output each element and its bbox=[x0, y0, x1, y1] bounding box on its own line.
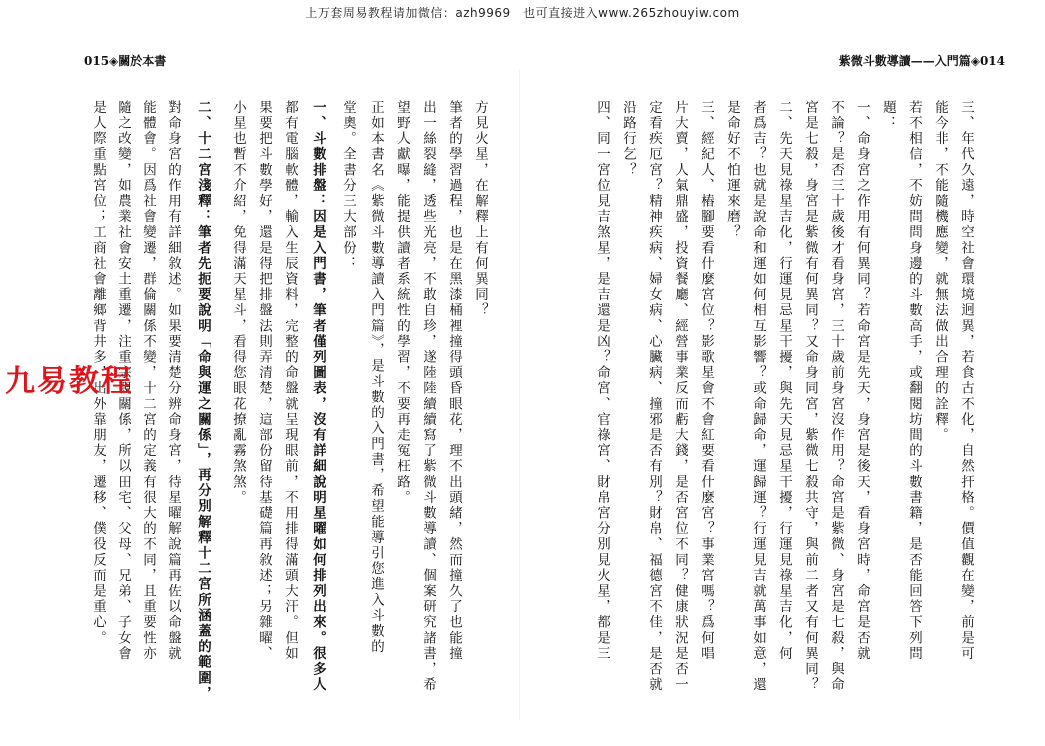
top-banner: 上万套周易教程请加微信：azh9969 也可直接进入www.265zhouyiw.com bbox=[305, 6, 740, 20]
book-gutter bbox=[519, 70, 520, 720]
left-page-column: 小星也暫不介紹，免得滿天星斗，看得您眼花撩亂霧煞煞。 bbox=[230, 100, 246, 506]
right-page-column: 三、年代久遠，時空社會環境迥異，若食古不化，自然扞格。價值觀在變，前是可 bbox=[958, 100, 974, 662]
left-page-column: 望野人獻曝，能提供讀者系統性的學習，不要再走冤枉路。 bbox=[394, 100, 410, 506]
left-page-column: 一、斗數排盤：因是入門書，筆者僅列圖表，沒有詳細說明星曜如何排列出來。很多人 bbox=[310, 100, 326, 693]
watermark-logo: 九易教程 bbox=[5, 364, 133, 399]
right-page-column: 題： bbox=[880, 100, 896, 132]
left-page-column: 二、十二宮淺釋：筆者先扼要說明「命與運之關係」，再分別解釋十二宮所涵蓋的範圍， bbox=[195, 100, 211, 702]
right-page-column: 四、同一宮位見吉煞星，是吉還是凶？命宮、官祿宮、財帛宮分別見火星，都是三 bbox=[594, 100, 610, 662]
left-page-column: 堂奧。全書分三大部份： bbox=[340, 100, 356, 272]
right-page-header: 紫微斗數導讀——入門篇◈014 bbox=[838, 54, 1005, 68]
left-page-column: 出一絲裂縫，透些光亮，不敢自珍，遂陸陸續續寫了紫微斗數導讀、個案研究諸書，希 bbox=[420, 100, 436, 693]
right-page-column: 宮是七殺，身宮是紫微有何異同？又命身同宮，紫微七殺共守，與前二者又有何異同？ bbox=[802, 100, 818, 693]
left-page-column: 方見火星，在解釋上有何異同？ bbox=[472, 100, 488, 319]
left-page-column: 是人際重點宮位；工商社會離鄉背井多，出外靠朋友，遷移、僕役反而是重心。 bbox=[90, 100, 106, 646]
right-page-column: 者爲吉？也就是說命和運如何相互影響？或命歸命，運歸運？行運見吉就萬事如意，還 bbox=[750, 100, 766, 693]
left-page-column: 隨之改變，如農業社會安土重遷，注重宗親關係，所以田宅、父母、兄弟、子女會 bbox=[115, 100, 131, 662]
right-page-column: 能今非，不能隨機應變，就無法做出合理的詮釋。 bbox=[932, 100, 948, 444]
left-page-column: 對命身宮的作用有詳細敘述。如果要清楚分辨命身宮，待星曜解說篇再佐以命盤就 bbox=[165, 100, 181, 662]
right-page-column: 二、先天見祿星吉化，行運見忌星干擾，與先天見忌星干擾，行運見祿星吉化，何 bbox=[776, 100, 792, 662]
left-page-column: 能體會。因爲社會變遷，群倫關係不變，十二宮的定義有很大的不同，且重要性亦 bbox=[140, 100, 156, 662]
left-page-column: 果要把斗數學好，還是得把排盤法則弄清楚，這部份留待基礎篇再敘述；另雜曜、 bbox=[256, 100, 272, 662]
left-page-header: 015◈關於本書 bbox=[84, 54, 167, 68]
left-page-column: 筆者的學習過程，也是在黑漆桶裡撞得頭昏眼花，理不出頭緒，然而撞久了也能撞 bbox=[446, 100, 462, 662]
right-page-column: 不論？是否三十歲後才看身宮，三十歲前身宮沒作用？命宮是紫微、身宮是七殺，與命 bbox=[828, 100, 844, 693]
left-page-column: 正如本書名《紫微斗數導讀入門篇》，是斗數的入門書，希望能導引您進入斗數的 bbox=[368, 100, 384, 655]
right-page-column: 一、命身宮之作用有何異同？若命宮是先天，身宮是後天，看身宮時，命宮是否就 bbox=[854, 100, 870, 662]
left-page-column: 都有電腦軟體，輸入生辰資料，完整的命盤就呈現眼前，不用排得滿頭大汗。但如 bbox=[282, 100, 298, 662]
right-page-column: 若不相信，不妨問問身邊的斗數高手，或翻閱坊間的斗數書籍，是否能回答下列問 bbox=[906, 100, 922, 662]
right-page-column: 是命好不怕運來磨？ bbox=[724, 100, 740, 241]
right-page-column: 三、經紀人、樁腳要看什麼宮位？影歌星會不會紅要看什麼宮？事業宮嗎？爲何唱 bbox=[698, 100, 714, 662]
right-page-column: 沿路行乞？ bbox=[620, 100, 636, 178]
right-page-column: 定看疾厄宮？精神疾病、婦女病、心臟病、撞邪是否有別？財帛、福德宮不佳，是否就 bbox=[646, 100, 662, 693]
right-page-column: 片大賣，人氣鼎盛，投資餐廳、經營事業反而虧大錢，是否宮位不同？健康狀況是否一 bbox=[672, 100, 688, 693]
